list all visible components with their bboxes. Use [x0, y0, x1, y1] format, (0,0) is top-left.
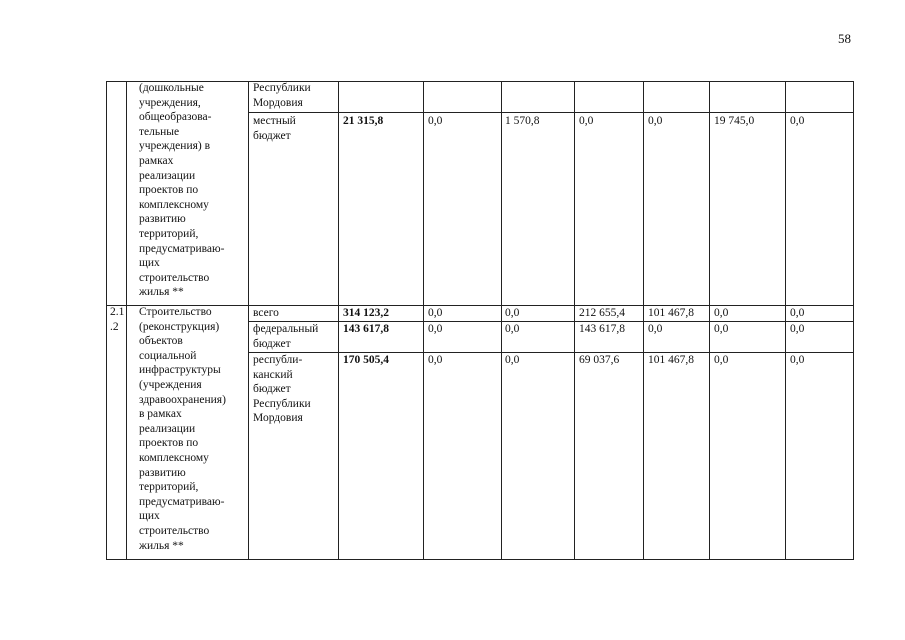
value-cell: 0,0 — [579, 115, 594, 127]
value-cell: 0,0 — [714, 323, 729, 335]
value-total-cell: 21 315,8 — [343, 115, 384, 127]
funding-source-cell: республи- канский бюджет Республики Мордовия — [253, 354, 311, 425]
value-cell: 0,0 — [714, 354, 729, 366]
column-divider — [574, 81, 575, 560]
value-cell: 1 570,8 — [505, 115, 540, 127]
value-cell: 0,0 — [790, 307, 805, 319]
value-cell: 101 467,8 — [648, 354, 694, 366]
column-divider — [501, 81, 502, 560]
column-divider — [643, 81, 644, 560]
value-cell: 0,0 — [714, 307, 729, 319]
row-number-cell: 2.1 .2 — [110, 306, 125, 333]
funding-source-cell: федеральный бюджет — [253, 323, 319, 350]
table-border — [106, 81, 107, 560]
value-cell: 19 745,0 — [714, 115, 755, 127]
column-divider — [785, 81, 786, 560]
value-cell: 101 467,8 — [648, 307, 694, 319]
column-divider — [709, 81, 710, 560]
value-total-cell: 143 617,8 — [343, 323, 389, 335]
value-cell: 0,0 — [428, 323, 443, 335]
value-cell: 0,0 — [790, 115, 805, 127]
value-cell: 0,0 — [790, 323, 805, 335]
column-divider — [126, 81, 127, 560]
column-divider — [248, 81, 249, 560]
value-cell: 0,0 — [648, 323, 663, 335]
value-cell: 0,0 — [428, 115, 443, 127]
column-divider — [423, 81, 424, 560]
value-cell: 69 037,6 — [579, 354, 620, 366]
program-name-cell: Строительство (реконструкция) объектов социальной инфраструктуры (учреждения здравоохранения) в рамках реализации проектов по комплексному развитию территорий, предусматриваю- щих строительство жилья ** — [139, 306, 226, 552]
value-total-cell: 314 123,2 — [343, 307, 389, 319]
funding-source-cell: всего — [253, 307, 279, 319]
program-name-cell: (дошкольные учреждения, общеобразова- тельные учреждения) в рамках реализации проектов по комплексному развитию территорий, предусматриваю- щих строительство жилья ** — [139, 82, 225, 299]
value-total-cell: 170 505,4 — [343, 354, 389, 366]
value-cell: 212 655,4 — [579, 307, 625, 319]
funding-source-cell: местный бюджет — [253, 115, 296, 142]
value-cell: 0,0 — [428, 307, 443, 319]
value-cell: 0,0 — [790, 354, 805, 366]
table-border — [106, 559, 854, 560]
value-cell: 0,0 — [648, 115, 663, 127]
value-cell: 0,0 — [505, 323, 520, 335]
funding-source-cell: Республики Мордовия — [253, 82, 311, 109]
value-cell: 0,0 — [505, 307, 520, 319]
value-cell: 0,0 — [428, 354, 443, 366]
value-cell: 143 617,8 — [579, 323, 625, 335]
value-cell: 0,0 — [505, 354, 520, 366]
column-divider — [338, 81, 339, 560]
page-number: 58 — [838, 31, 851, 46]
table-border — [853, 81, 854, 560]
